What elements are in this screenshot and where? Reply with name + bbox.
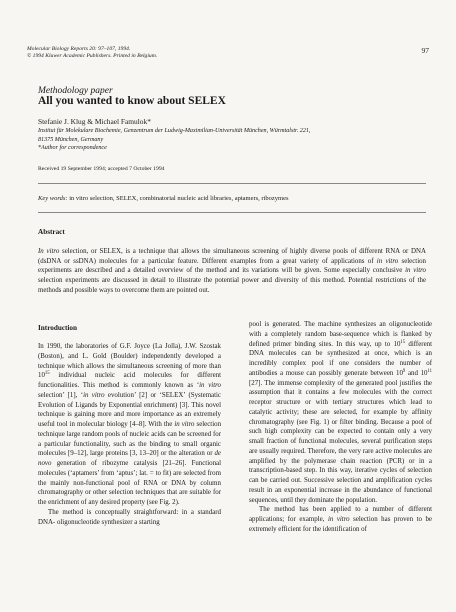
body-column-left	[38, 342, 221, 527]
abstract-text: In vitro selection, or SELEX, is a technique that allows the simultaneous screening of highly diverse pools of different RNA or DNA (dsDNA or ssDNA) molecules for a particular feature. Different examples from a great variety of applications of in vitro selection experiments are described and a detailed overview of the method and its variations will be given. Some especially conclusive in vitro selection experiments are discussed in detail to illustrate the potential power and diversity of this method. Potential restrictions of the methods and possible ways to overcome them are pointed out.	[38, 248, 427, 294]
copyright-line: © 1994 Kluwer Academic Publishers. Printed in Belgium.	[27, 53, 158, 59]
journal-citation: Molecular Biology Reports 20: 97–107, 1994.	[27, 46, 131, 52]
keywords-label: Key words:	[38, 195, 68, 202]
divider	[38, 183, 426, 184]
journal-header	[27, 46, 347, 60]
keywords	[38, 195, 428, 202]
paragraph: In 1990, the laboratories of G.F. Joyce (La Jolla), J.W. Szostak (Boston), and L. Gold (Boulder) independently developed a technique which allows the simultaneous screening of more than $10^{15}$ individual nucleic acid molecules for different functionalities. This method is commonly known as ‘in vitro selection’ [1], ‘in vitro evolution’ [2] or ‘SELEX’ (Systematic Evolution of Ligands by Exponential enrichment) [3]. This novel technique is gaining more and more importance as an extremely useful tool in molecular biology [4–8]. With the in vitro selection technique large random pools of nucleic acids can be screened for a particular functionality, such as the binding to small organic molecules [9–12], large proteins [3, 13–20] or the alteration or de novo generation of ribozyme catalysis [21–26]. Functional molecules (‘aptamers’ from ‘aptus’; lat. = to fit) are selected from the mainly non-functional pool of RNA or DNA by column chromatography or other selection techniques that are suitable for the enrichment of any desired property (see Fig. 2).	[38, 343, 222, 506]
received-dates: Received 19 September 1994; accepted 7 October 1994	[38, 166, 165, 172]
correspondence-note: *Author for correspondence	[38, 145, 107, 152]
page-number: 97	[421, 46, 429, 55]
article-title: All you wanted to know about SELEX	[38, 95, 226, 107]
article-type: Methodology paper	[38, 86, 113, 96]
body-column-right	[249, 320, 432, 535]
paragraph: The method is conceptually straightforward: in a standard DNA- oligonucleotide synthesizer a starting	[38, 508, 221, 526]
affiliation	[38, 127, 433, 153]
affiliation-line: Institut für Molekulare Biochemie, Genzentrum der Ludwig-Maximilian-Universität München, Würmtalstr. 221,	[38, 128, 311, 134]
affiliation-line: 81375 München, Germany	[38, 136, 104, 143]
introduction-heading: Introduction	[38, 324, 78, 332]
abstract-heading: Abstract	[38, 228, 65, 236]
divider	[38, 212, 426, 213]
paragraph: pool is generated. The machine synthesizes an oligonucleotide with a completely random base-sequence which is flanked by defined primer binding sites. In this way, up to $10^{15}$ different DNA molecules can be synthesized at once, which is an incredibly complex pool if one considers the number of antibodies a mouse can possibly generate between $10^9$ and $10^{11}$ [27]. The immense complexity of the generated pool justifies the assumption that it contains a few molecules with the correct receptor structure or with tertiary structures which lead to catalytic activity; these are selected, for example by affinity chromatography (see Fig. 1) or filter binding. Because a pool of such high complexity can be expected to contain only a very small fraction of functional molecules, several purification steps are usually required. Therefore, the very rare active molecules are amplified by the polymerase chain reaction (PCR) or in a transcription-based step. In this way, iterative cycles of selection can be carried out. Successive selection and amplification cycles result in an exponential increase in the abundance of functional sequences, until they dominate the population.	[249, 321, 432, 504]
author-list: Stefanie J. Klug & Michael Famulok*	[38, 117, 151, 126]
keywords-list: in vitro selection, SELEX, combinatorial nucleic acid libraries, aptamers, ribozymes	[69, 195, 289, 202]
paragraph: The method has been applied to a number of different applications; for example, in vitro selection has proven to be extremely efficient for the identification of	[249, 506, 432, 533]
